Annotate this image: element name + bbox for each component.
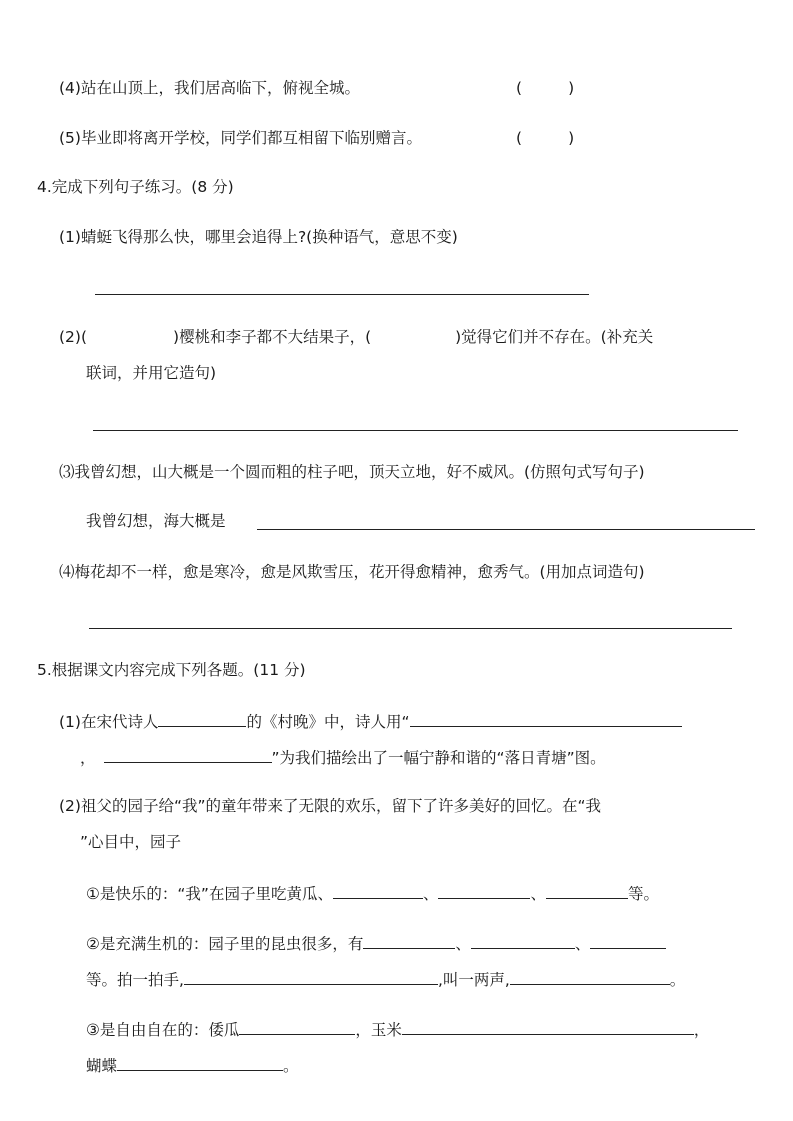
q5-s2-line2: ”心目中，园子 bbox=[80, 833, 182, 851]
q3-item-4 bbox=[59, 78, 360, 98]
q5-s2-i1-blank-2[interactable] bbox=[438, 882, 530, 899]
q5-s2-i2-blank-2[interactable] bbox=[471, 932, 575, 949]
q4-s3-answer-line[interactable] bbox=[257, 529, 755, 530]
q5-s2-i3-blank-1[interactable] bbox=[239, 1018, 355, 1035]
q5-s1-line1: (1)在宋代诗人 的《村晚》中，诗人用“ bbox=[59, 710, 682, 732]
q3-item-4-paren[interactable]: ( ) bbox=[516, 79, 575, 97]
q4-s3-prompt: ⑶我曾幻想，山大概是一个圆而粗的柱子吧，顶天立地，好不威风。(仿照句式写句子) bbox=[59, 463, 645, 481]
q5-s1-blank-poet[interactable] bbox=[158, 710, 246, 727]
q5-s2-i1-blank-1[interactable] bbox=[333, 882, 423, 899]
q5-s2-i2-blank-1[interactable] bbox=[363, 932, 455, 949]
q4-s2-line2: 联词，并用它造句) bbox=[86, 364, 217, 382]
q5-s2-item-2-line1: ②是充满生机的：园子里的昆虫很多，有 、 、 bbox=[86, 932, 666, 954]
q4-s2-line1: (2)( )樱桃和李子都不大结果子，( )觉得它们并不存在。(补充关 bbox=[59, 328, 654, 346]
q5-s2-i2-blank-4[interactable] bbox=[184, 968, 438, 985]
q5-s2-i1-blank-3[interactable] bbox=[546, 882, 628, 899]
q5-s2-item-2-line2: 等。拍一拍手, ,叫一两声, 。 bbox=[86, 968, 685, 990]
q4-s1-answer-line[interactable] bbox=[95, 294, 589, 295]
q3-item-5-text: (5)毕业即将离开学校，同学们都互相留下临别赠言。 bbox=[59, 129, 422, 147]
q4-s1-prompt: (1)蜻蜓飞得那么快，哪里会追得上?(换种语气，意思不变) bbox=[59, 228, 458, 246]
q5-s2-i3-blank-2[interactable] bbox=[402, 1018, 694, 1035]
q4-s4-prompt: ⑷梅花却不一样，愈是寒冷，愈是风欺雪压，花开得愈精神，愈秀气。(用加点词造句) bbox=[59, 563, 645, 581]
q4-s2-answer-line[interactable] bbox=[93, 430, 738, 431]
q5-s1-blank-verse-1[interactable] bbox=[410, 710, 682, 727]
q5-s2-line1: (2)祖父的园子给“我”的童年带来了无限的欢乐，留下了许多美好的回忆。在“我 bbox=[59, 797, 602, 815]
q3-item-4-text: (4)站在山顶上，我们居高临下，俯视全城。 bbox=[59, 79, 360, 97]
q5-s2-item-1: ①是快乐的：“我”在园子里吃黄瓜、 、 、 等。 bbox=[86, 882, 659, 904]
q4-heading: 4.完成下列句子练习。(8 分) bbox=[37, 178, 234, 196]
q5-s2-i3-blank-3[interactable] bbox=[117, 1054, 283, 1071]
q5-s1-line2: ， ”为我们描绘出了一幅宁静和谐的“落日青塘”图。 bbox=[80, 746, 606, 768]
q3-item-5 bbox=[59, 128, 422, 148]
q5-s1-blank-verse-2[interactable] bbox=[104, 746, 272, 763]
q5-s2-item-3-line1: ③是自由自在的：倭瓜 ，玉米 ， bbox=[86, 1018, 709, 1040]
q5-s2-i2-blank-5[interactable] bbox=[510, 968, 670, 985]
q3-item-5-paren[interactable]: ( ) bbox=[516, 129, 575, 147]
q5-s2-i2-blank-3[interactable] bbox=[590, 932, 666, 949]
q5-s2-item-3-line2: 蝴蝶 。 bbox=[86, 1054, 299, 1076]
q4-s4-answer-line[interactable] bbox=[89, 628, 732, 629]
q5-heading: 5.根据课文内容完成下列各题。(11 分) bbox=[37, 661, 306, 679]
q4-s3-answer: 我曾幻想，海大概是 bbox=[86, 512, 226, 530]
